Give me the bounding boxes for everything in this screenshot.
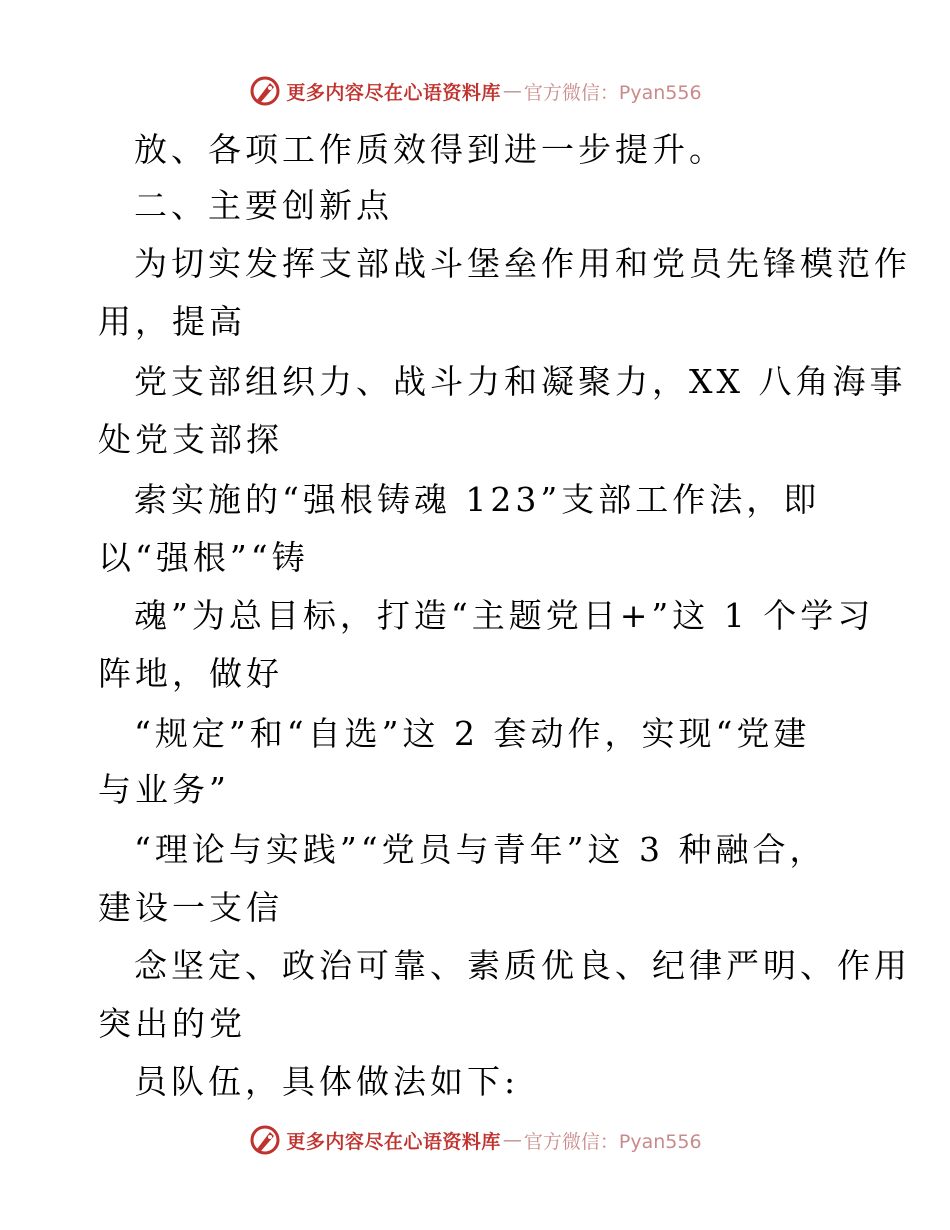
paragraph-line: “理论与实践”“党员与青年”这 3 种融合， — [134, 830, 827, 869]
header-banner-dash: — — [502, 80, 522, 102]
paragraph-line: 员队伍，具体做法如下: — [134, 1062, 520, 1101]
paragraph-line: 念坚定、政治可靠、素质优良、纪律严明、作用 — [134, 946, 911, 985]
paragraph-line: 放、各项工作质效得到进一步提升。 — [134, 130, 726, 169]
footer-banner-text: 更多内容尽在心语资料库 — [286, 1130, 501, 1153]
paragraph-line: 阵地，做好 — [98, 654, 283, 693]
paragraph-line: 以“强根”“铸 — [98, 538, 309, 577]
paragraph-line: 为切实发挥支部战斗堡垒作用和党员先锋模范作 — [134, 244, 911, 283]
paragraph-line: 处党支部探 — [98, 420, 283, 459]
section-heading: 二、主要创新点 — [134, 186, 393, 225]
pen-nib-circle-icon — [248, 74, 282, 108]
header-contact: 官方微信：Pyan556 — [523, 81, 702, 104]
paragraph-line: 用，提高 — [98, 302, 246, 341]
paragraph-line: “规定”和“自选”这 2 套动作，实现“党建 — [134, 714, 811, 753]
footer-banner — [0, 1120, 950, 1160]
footer-banner-dash: — — [502, 1129, 522, 1151]
paragraph-line: 魂”为总目标，打造“主题党日+”这 1 个学习 — [134, 596, 875, 635]
paragraph-line: 索实施的“强根铸魂 123”支部工作法，即 — [134, 480, 821, 519]
header-banner-text: 更多内容尽在心语资料库 — [286, 81, 501, 104]
pen-nib-circle-icon — [248, 1123, 282, 1157]
paragraph-line: 突出的党 — [98, 1004, 246, 1043]
footer-contact: 官方微信：Pyan556 — [523, 1130, 702, 1153]
paragraph-line: 建设一支信 — [98, 888, 283, 927]
paragraph-line: 与业务” — [98, 770, 230, 809]
header-banner — [0, 71, 950, 111]
paragraph-line: 党支部组织力、战斗力和凝聚力，XX 八角海事 — [134, 362, 907, 401]
